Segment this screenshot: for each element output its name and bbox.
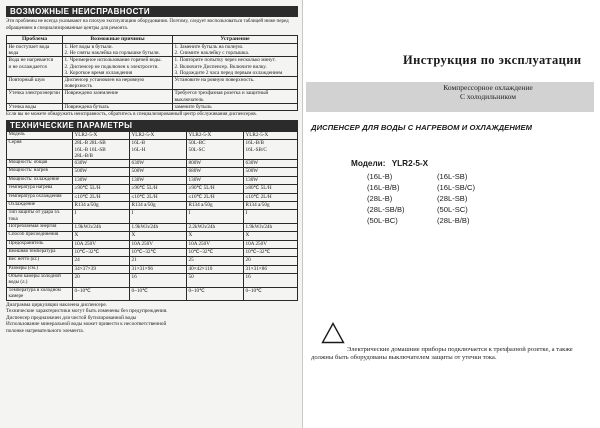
table-cell: ≤10℃ 2L/H: [73, 193, 130, 201]
table-cell: 10A 250V: [187, 240, 244, 248]
table-cell: Способ присоединения: [7, 232, 73, 240]
table-cell: 130W: [187, 176, 244, 184]
footer-note: Технические характеристики могут быть изменены без предупреждения.: [6, 308, 168, 315]
col-header-causes: Возможные причины: [63, 36, 173, 44]
table-row: [7, 185, 298, 193]
table-row: [7, 240, 298, 248]
table-cell: Утечка электроэнергии: [7, 90, 63, 103]
table-cell: YLR2-5-X: [244, 132, 298, 140]
table-cell: 630W: [244, 160, 298, 168]
table-cell: Предохранитель: [7, 240, 73, 248]
table-cell: Повреждена бутыль: [63, 103, 173, 110]
model-variant: (16L-SB): [437, 172, 468, 181]
table-cell: R134 a/50g: [187, 201, 244, 209]
table-cell: X: [73, 232, 130, 240]
table-cell: 50L-BC 50L-SC: [187, 140, 244, 160]
table-cell: 20: [244, 257, 298, 265]
models-value: YLR2-5-X: [391, 159, 429, 168]
table-cell: 630W: [73, 160, 130, 168]
model-variant-list: [367, 172, 507, 226]
model-variant: (50L-SC): [437, 205, 468, 215]
models-label: Модели:: [351, 159, 386, 168]
table-cell: 1. Чрезмерное использование горячей воды. 2. Диспенсер не подключен к электросети. 3. Короткое время охлаждения: [63, 57, 173, 77]
table-cell: Модель: [7, 132, 73, 140]
table-cell: Тип защиты от удара эл. тока: [7, 210, 73, 223]
table-cell: I: [187, 210, 244, 223]
model-variant: (28L-B/B): [437, 216, 470, 226]
table-cell: ≥90℃ 5L/H: [130, 185, 187, 193]
table-cell: I: [130, 210, 187, 223]
table-cell: 10A 250V: [244, 240, 298, 248]
table-cell: 10A 250V: [73, 240, 130, 248]
footer-note: Диспенсер предназначен для чистой бутилированной воды: [6, 314, 137, 321]
table-cell: 50: [187, 274, 244, 287]
specs-table: [6, 131, 298, 301]
table-cell: Размеры (см.): [7, 265, 73, 273]
footer-note: полонке нагревательного элемента.: [6, 327, 84, 334]
troubleshooting-table: [6, 35, 298, 111]
warning-text: Электрические домашние приборы подключается к трехфазной розетке, а также должны быть оборудованы выключателем защиты от утечки тока.: [311, 346, 573, 362]
model-variant: (16L-B/B): [367, 183, 400, 193]
table-cell: 21: [130, 257, 187, 265]
table-row: [7, 77, 298, 90]
table-cell: замените бутыль: [173, 103, 298, 110]
table-row: [7, 44, 298, 57]
table-cell: 16: [130, 274, 187, 287]
table-cell: 800W: [187, 160, 244, 168]
table-cell: ≥90℃ 5L/H: [187, 185, 244, 193]
troubleshooting-intro: Эти проблемы не всегда указывают на плохую эксплуатацию оборудования. Поэтому, следует воспользоваться таблицей ниже перед обращением в специализированные центры для ремонта.: [6, 19, 289, 31]
warning-triangle-icon: [321, 322, 345, 344]
col-header-fix: Устранение: [173, 36, 298, 44]
footer-note: Использование минеральной воды может привести к несоответственной: [6, 321, 167, 328]
table-cell: 25: [187, 257, 244, 265]
footer-note: Диаграмма циркуляции наклеена диспенсере.: [6, 301, 107, 308]
table-cell: Установите на ровную поверхность.: [173, 77, 298, 90]
table-cell: R134 a/50g: [130, 201, 187, 209]
model-variant: (16L-B): [367, 172, 393, 181]
table-cell: 130W: [130, 176, 187, 184]
table-cell: Потребляемая энергия: [7, 223, 73, 231]
table-cell: Мощность: нагрев: [7, 168, 73, 176]
table-row: [7, 257, 298, 265]
table-cell: Мощность: общая: [7, 160, 73, 168]
table-row: [7, 103, 298, 110]
product-heading: ДИСПЕНСЕР ДЛЯ ВОДЫ С НАГРЕВОМ И ОХЛАЖДЕНИЕМ: [311, 123, 533, 132]
table-cell: 16: [244, 274, 298, 287]
table-cell: R134 a/50g: [73, 201, 130, 209]
table-cell: 500W: [73, 168, 130, 176]
subtitle-line: С холодильником: [460, 91, 516, 101]
footer-notes: [6, 302, 298, 334]
table-cell: 16L-B 16L-H: [130, 140, 187, 160]
table-cell: 630W: [130, 160, 187, 168]
table-cell: YLR2-5-X: [130, 132, 187, 140]
table-cell: температура нагрева: [7, 185, 73, 193]
table-row: [7, 176, 298, 184]
table-cell: 0~10℃: [130, 287, 187, 300]
table-row: [7, 90, 298, 103]
table-cell: 16L-B/B 16L-SB/C: [244, 140, 298, 160]
table-cell: 0~10℃: [73, 287, 130, 300]
table-cell: температура охлаждения: [7, 193, 73, 201]
table-cell: ≤10℃ 2L/H: [130, 193, 187, 201]
table-row: [7, 265, 298, 273]
table-cell: 500W: [130, 168, 187, 176]
table-cell: 34×37×39: [73, 265, 130, 273]
table-cell: ≤10℃ 2L/H: [244, 193, 298, 201]
model-variant: (28L-SB/B): [367, 205, 405, 215]
table-cell: Требуется трехфазная розетка и защитный выключатель: [173, 90, 298, 103]
model-variant: (50L-BC): [367, 216, 398, 226]
table-cell: 10℃~32℃: [187, 248, 244, 256]
model-variant: (16L-SB/C): [437, 183, 475, 193]
table-cell: X: [187, 232, 244, 240]
table-cell: I: [244, 210, 298, 223]
table-cell: ≥90℃ 5L/H: [73, 185, 130, 193]
model-variant: (28L-SB): [437, 194, 468, 204]
table-row: [7, 223, 298, 231]
table-cell: 1.9kW.h/24h: [130, 223, 187, 231]
table-cell: Диспенсер установлен на неровную поверхность: [63, 77, 173, 90]
table-cell: 10℃~32℃: [244, 248, 298, 256]
table-row: [7, 287, 298, 300]
table-cell: 2.2kW.h/24h: [187, 223, 244, 231]
table-cell: 130W: [244, 176, 298, 184]
table-cell: Объем камеры холодной воды (л.): [7, 274, 73, 287]
subtitle: [413, 84, 563, 101]
table-row: [7, 132, 298, 140]
table-cell: 1. Замените бутыль на полную. 2. Снимите наклейку с горлышка.: [173, 44, 298, 57]
table-cell: Вес нетто (кг.): [7, 257, 73, 265]
table-row: [7, 232, 298, 240]
table-cell: 680W: [187, 168, 244, 176]
table-row: [7, 57, 298, 77]
table-cell: YLR2-5-X: [73, 132, 130, 140]
table-cell: 24: [73, 257, 130, 265]
table-cell: I: [73, 210, 130, 223]
table-cell: X: [130, 232, 187, 240]
table-cell: 500W: [244, 168, 298, 176]
table-cell: 1.9kW.h/24h: [73, 223, 130, 231]
specs-heading: ТЕХНИЧЕСКИЕ ПАРАМЕТРЫ: [6, 120, 298, 131]
table-row: [7, 140, 298, 160]
table-cell: Не поступает вода вода: [7, 44, 63, 57]
table-cell: Внешняя температура: [7, 248, 73, 256]
page-title: Инструкция по эксплуатации: [403, 53, 582, 67]
subtitle-line: Компрессорное охлаждение: [443, 83, 533, 92]
right-page: [303, 0, 600, 428]
table-cell: Утечка воды: [7, 103, 63, 110]
table-cell: Охлаждение: [7, 201, 73, 209]
table-cell: 1.9kW.h/24h: [244, 223, 298, 231]
table-cell: Повторный шум: [7, 77, 63, 90]
table-cell: 20: [73, 274, 130, 287]
table-cell: 1. Повторите попытку через несколько минут. 2. Включите Диспенсер. Включите вилку. 3. Подождите 2 часа перед первым охлаждением: [173, 57, 298, 77]
table-row: [7, 248, 298, 256]
table-cell: 10℃~32℃: [73, 248, 130, 256]
troubleshooting-note: Если вы не можете обнаружить неисправность, обратитесь в специализированный центр обслуживания диспенсеров.: [6, 112, 257, 118]
table-cell: X: [244, 232, 298, 240]
col-header-problem: Проблема: [7, 36, 63, 44]
table-cell: Вода не нагревается и не охлаждается: [7, 57, 63, 77]
table-cell: 31×31×86: [244, 265, 298, 273]
table-cell: 31×31×96: [130, 265, 187, 273]
troubleshooting-heading: ВОЗМОЖНЫЕ НЕИСПРАВНОСТИ: [6, 6, 298, 17]
table-cell: ≥80℃ 5L/H: [244, 185, 298, 193]
table-cell: Температура в холодном камере: [7, 287, 73, 300]
table-cell: 40×42×110: [187, 265, 244, 273]
table-cell: YLR2-5-X: [187, 132, 244, 140]
table-cell: 1. Нет воды в бутыли. 2. Не сняты наклейка на горлышке бутыли.: [63, 44, 173, 57]
table-row: [7, 210, 298, 223]
model-variant: (28L-B): [367, 194, 393, 204]
table-cell: R134 a/50g: [244, 201, 298, 209]
table-cell: 0~10℃: [244, 287, 298, 300]
table-cell: ≤10℃ 2L/H: [187, 193, 244, 201]
table-cell: 28L-B 28L-SB 16L-B 16L-SB 28L-B/B: [73, 140, 130, 160]
table-row: [7, 160, 298, 168]
table-cell: Повреждено заземление: [63, 90, 173, 103]
table-cell: 130W: [73, 176, 130, 184]
table-row: [7, 193, 298, 201]
table-cell: 10A 250V: [130, 240, 187, 248]
table-row: [7, 201, 298, 209]
table-cell: 0~10℃: [187, 287, 244, 300]
table-row: [7, 274, 298, 287]
table-cell: Серия: [7, 140, 73, 160]
models-line: [351, 159, 428, 168]
table-row: [7, 168, 298, 176]
table-cell: Мощность: охлаждение: [7, 176, 73, 184]
table-cell: 10℃~32℃: [130, 248, 187, 256]
